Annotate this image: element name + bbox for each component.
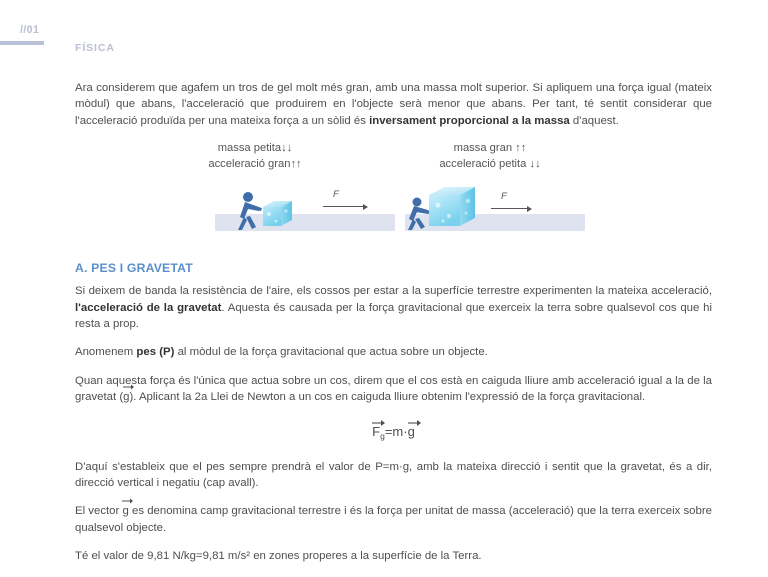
- header-rule: [0, 41, 44, 45]
- formula-equals: =m·: [384, 423, 408, 439]
- ice-cube-small-icon: [263, 201, 292, 226]
- subject-label: FÍSICA: [75, 42, 115, 54]
- intro-text-1: Ara considerem que agafem un tros de gel molt més gran, amb una massa molt superior. Si apliquem una força igual (mateix mòdul) que abans, l'acceleració que produirem en l'objecte serà menor que abans. Per tant, té sentit considerar que l'acceleració produïda per una mateixa força a un sòlid és: [75, 82, 712, 127]
- force-label-left: F: [333, 189, 339, 201]
- vector-arrow-icon: [123, 384, 129, 390]
- page-number: //01: [20, 24, 40, 36]
- section-p2-bold: pes (P): [136, 346, 175, 359]
- section-paragraph-2: [75, 344, 712, 360]
- vector-arrow-icon: [408, 419, 415, 426]
- section-p2-text-1: Anomenem: [75, 346, 137, 359]
- section-p1-text-1: Si deixem de banda la resistència de l'aire, els cossos per estar a la superfície terrestre experimenten la mateixa acceleració,: [75, 285, 712, 298]
- closing-paragraph-1: D'aquí s'estableix que el pes sempre prendrà el valor de P=m·g, amb la mateixa direcció i sentit que la gravetat, és a dir, direcció vertical i negatiu (cap avall).: [75, 460, 712, 490]
- diagram-label-right: [439, 141, 540, 172]
- intro-bold-1: inversament proporcional a la massa: [369, 114, 570, 127]
- force-arrow-right: [491, 208, 529, 209]
- page-header: [0, 0, 768, 62]
- section-paragraph-1: [75, 283, 712, 332]
- diagram-label-left-line2: acceleració gran↑↑: [208, 157, 302, 170]
- intro-paragraph: [75, 80, 712, 129]
- vector-g-letter-2: g: [122, 505, 129, 518]
- scene-large-mass: [405, 183, 585, 231]
- vector-arrow-icon: [372, 419, 380, 426]
- force-arrowhead-right: [527, 206, 532, 212]
- force-arrowhead-left: [363, 204, 368, 210]
- vector-g-letter-1: g: [123, 391, 130, 404]
- ice-cube-large-icon: [429, 187, 475, 226]
- intro-text-2: d'aquest.: [569, 114, 619, 127]
- formula-F-letter: F: [372, 423, 381, 439]
- vector-g-inline-1: [123, 389, 129, 405]
- diagram-label-right-line2: acceleració petita ↓↓: [439, 157, 541, 170]
- section-paragraph-3: [75, 373, 712, 406]
- closing-p2-text-2: es denomina camp gravitacional terrestre i és la força per unitat de massa (acceleració) que la terra exerceix sobre qualsevol objecte.: [75, 505, 712, 534]
- section-p2-text-2: al mòdul de la força gravitacional que actua sobre un objecte.: [174, 346, 488, 359]
- diagram-label-right-line1: massa gran ↑↑: [453, 142, 527, 155]
- section-p1-text-2: . Aquesta és causada per la força gravitacional que exerceix la terra sobre qualsevol cos que hi resta a prop.: [75, 301, 712, 331]
- formula-g-vector: [408, 422, 415, 439]
- force-label-right: F: [501, 191, 507, 203]
- small-cube-illustration: [215, 183, 330, 231]
- section-p3-text-2: ). Aplicant la 2a Llei de Newton a un cos en caiguda lliure obtenim l'expressió de la força gravitacional.: [129, 391, 646, 404]
- scene-small-mass: [215, 183, 395, 231]
- section-p1-bold: l'acceleració de la gravetat: [75, 301, 222, 314]
- document-content: [75, 80, 712, 577]
- figure-left-icon: [238, 192, 262, 230]
- formula-g-letter: g: [407, 423, 415, 439]
- force-arrow-left: [323, 206, 365, 207]
- closing-paragraph-2: [75, 503, 712, 536]
- closing-paragraph-3: Té el valor de 9,81 N/kg=9,81 m/s² en zones properes a la superfície de la Terra.: [75, 550, 482, 563]
- formula-F-subscript: g: [380, 430, 385, 441]
- figure-right-icon: [408, 198, 431, 231]
- formula-weight-equation: [75, 422, 712, 441]
- comparison-diagram: [75, 141, 712, 253]
- diagram-label-left: [208, 141, 301, 172]
- vector-g-inline-2: [122, 503, 128, 519]
- formula-F-vector: [372, 422, 380, 439]
- vector-arrow-icon: [122, 498, 128, 504]
- large-cube-illustration: [405, 183, 530, 231]
- section-heading-pes-gravetat: A. PES I GRAVETAT: [75, 261, 193, 276]
- section-p3-text-1: Quan aquesta força és l'única que actua sobre un cos, direm que el cos està en caiguda lliure amb acceleració igual a la de la gravetat (: [75, 374, 712, 404]
- diagram-label-left-line1: massa petita↓↓: [217, 142, 293, 155]
- closing-p2-text-1: El vector: [75, 505, 123, 518]
